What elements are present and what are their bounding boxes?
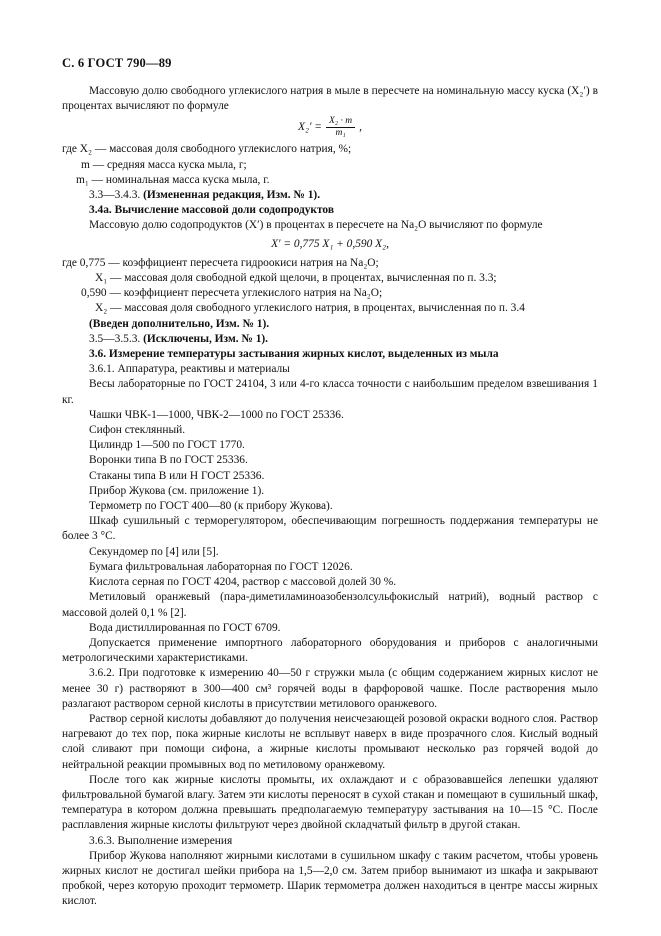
- where-line: X₁ — массовая доля свободной едкой щелочи, в процентах, вычисленная по п. 3.3;: [95, 272, 497, 285]
- note-prefix: 3.5—3.5.3.: [89, 332, 144, 345]
- amendment-note-1: [62, 188, 598, 203]
- equipment-item: Термометр по ГОСТ 400—80 (к прибору Жукова).: [89, 500, 333, 513]
- formula-x-prime: [62, 237, 598, 252]
- equipment-item: Вода дистиллированная по ГОСТ 6709.: [89, 621, 281, 634]
- formula-denominator: m₁: [335, 128, 346, 139]
- equipment-item: Секундомер по [4] или [5].: [89, 545, 219, 558]
- equipment-item: Стаканы типа В или Н ГОСТ 25336.: [89, 469, 265, 482]
- equipment-item: Чашки ЧВК-1—1000, ЧВК-2—1000 по ГОСТ 25336.: [89, 408, 344, 421]
- equipment-item: Шкаф сушильный с терморегулятором, обеспечивающим погрешность поддержания температуры не более 3 °С.: [62, 515, 598, 543]
- amendment-note-2: (Введен дополнительно, Изм. № 1).: [89, 317, 270, 330]
- where-line: 0,590 — коэффициент пересчета углекислого натрия на Na₂O;: [81, 287, 383, 300]
- formula-lhs: X₂′ =: [298, 121, 322, 134]
- section-3-6-1: 3.6.1. Аппаратура, реактивы и материалы: [89, 363, 290, 376]
- equipment-item: Сифон стеклянный.: [89, 424, 186, 437]
- note-bold: (Исключены, Изм. № 1).: [143, 332, 269, 345]
- section-3-6-title: 3.6. Измерение температуры застывания жирных кислот, выделенных из мыла: [89, 348, 499, 361]
- equipment-item: Весы лабораторные по ГОСТ 24104, 3 или 4-го класса точности с наибольшим пределом взвешивания 1 кг.: [62, 378, 598, 406]
- where-list-2: [62, 256, 598, 317]
- note-bold: (Измененная редакция, Изм. № 1).: [143, 189, 321, 202]
- equipment-item: Кислота серная по ГОСТ 4204, раствор с массовой долей 30 %.: [89, 576, 397, 589]
- note-prefix: 3.3—3.4.3.: [89, 189, 144, 202]
- equipment-item: Допускается применение импортного лабораторного оборудования и приборов с аналогичными метрологическими характеристиками.: [62, 636, 598, 665]
- section-3-4a-title: 3.4а. Вычисление массовой доли содопродуктов: [89, 204, 334, 217]
- paragraph: Раствор серной кислоты добавляют до получения неисчезающей розовой окраски водного слоя. Раствор нагревают до тех пор, пока жирные кислоты не всплывут наверх в виде прозрачного слоя. Кислый водный слой сливают при помощи сифона, а жирные кислоты промывают несколько раз горячей водой до нейтральной реакции промывных вод по метиловому оранжевому.: [62, 712, 598, 771]
- where-line: X₂ — массовая доля свободного углекислого натрия, в процентах, вычисленная по п. 3.4: [95, 302, 525, 315]
- where-line: где 0,775 — коэффициент пересчета гидроокиси натрия на Na₂O;: [62, 256, 379, 269]
- formula-fraction: [326, 116, 355, 139]
- section-3-6-3: 3.6.3. Выполнение измерения: [89, 834, 233, 847]
- section-3-4a-text: Массовую долю содопродуктов (X′) в процентах в пересчете на Na₂O вычисляют по формуле: [89, 219, 543, 232]
- page-header: С. 6 ГОСТ 790—89: [62, 56, 172, 70]
- formula-text: X′ = 0,775 X₁ + 0,590 X₂,: [271, 237, 389, 250]
- where-list-1: [62, 142, 598, 188]
- section-3-6-2: 3.6.2. При подготовке к измерению 40—50 г стружки мыла (с общим содержанием жирных кислот не менее 30 г) растворяют в 300—400 см³ горячей воды в фарфоровой чашке. После растворения мыло разлагают раствором серной кислоты в присутствии метилового оранжевого.: [62, 667, 598, 710]
- formula-numerator: X₂ · m: [326, 116, 355, 128]
- document-body: [62, 84, 598, 910]
- where-line: m — средняя масса куска мыла, г;: [81, 158, 247, 171]
- equipment-item: Цилиндр 1—500 по ГОСТ 1770.: [89, 439, 245, 452]
- equipment-item: Воронки типа В по ГОСТ 25336.: [89, 454, 248, 467]
- equipment-item: Прибор Жукова (см. приложение 1).: [89, 484, 265, 497]
- equipment-item: Метиловый оранжевый (пара-диметиламиноазобензолсульфокислый натрий), водный раствор с массовой долей 0,1 % [2].: [62, 591, 598, 619]
- intro-paragraph: Массовую долю свободного углекислого натрия в мыле в пересчете на номинальную массу куска (X₂′) в процентах вычисляют по формуле: [62, 85, 598, 113]
- formula-x2-prime: [62, 116, 598, 139]
- equipment-item: Бумага фильтровальная лабораторная по ГОСТ 12026.: [89, 560, 353, 573]
- paragraph: Прибор Жукова наполняют жирными кислотами в сушильном шкафу с таким расчетом, чтобы уровень жирных кислот не достигал шейки прибора на 1,5—2,0 см. Затем прибор вынимают из шкафа и закрывают пробкой, через которую проходит термометр. Шарик термометра должен находиться в центре массы жирных кислот.: [62, 849, 598, 908]
- paragraph: После того как жирные кислоты промыты, их охлаждают и с образовавшейся лепешки удаляют фильтровальной бумагой влагу. Затем эти кислоты переносят в сухой стакан и помещают в сушильный шкаф, температура в котором должна превышать предполагаемую температуру застывания на 10—15 °С. После расплавления жирные кислоты фильтруют через двойной складчатый фильтр в другой стакан.: [62, 773, 598, 832]
- equipment-list: [62, 377, 598, 666]
- formula-tail: ,: [359, 121, 362, 134]
- where-line: m₁ — номинальная масса куска мыла, г.: [76, 173, 270, 186]
- amendment-note-3: [62, 332, 598, 347]
- where-line: где X₂ — массовая доля свободного углекислого натрия, %;: [62, 143, 352, 156]
